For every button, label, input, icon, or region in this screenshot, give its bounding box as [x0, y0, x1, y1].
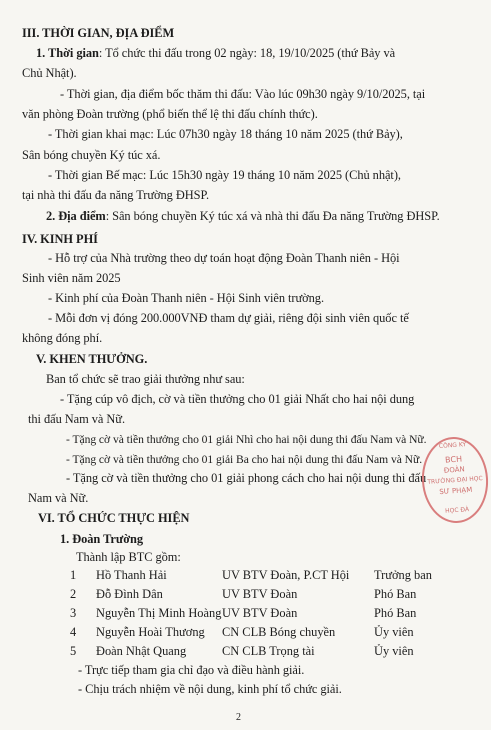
page-number: 2	[236, 712, 241, 723]
place-line	[46, 209, 440, 224]
committee-row	[0, 606, 477, 621]
seal-text: ĐOÀN	[443, 465, 465, 475]
time-label: 1. Thời gian	[36, 46, 99, 60]
committee-no: 3	[70, 606, 77, 620]
budget-line-4: - Mỗi đơn vị đóng 200.000VNĐ tham dự giải, riêng đội sinh viên quốc tế	[48, 311, 409, 325]
awards-line-4: - Tặng cờ và tiền thưởng cho 01 giải Ba cho hai nội dung thi đấu Nam và Nữ.	[66, 453, 423, 466]
committee-name: Đỗ Đình Dân	[96, 587, 163, 601]
seal-text: TRƯỜNG ĐẠI HỌC	[427, 475, 483, 486]
awards-line-5: - Tặng cờ và tiền thưởng cho 01 giải phong cách cho hai nội dung thi đấu	[66, 471, 427, 485]
draw-line-2: văn phòng Đoàn trường (phổ biến thể lệ thi đấu chính thức).	[22, 107, 318, 121]
committee-no: 5	[70, 644, 77, 658]
committee-no: 4	[70, 625, 77, 639]
committee-duty-2: - Chịu trách nhiệm về nội dung, kinh phí tổ chức giải.	[78, 682, 342, 696]
committee-position: UV BTV Đoàn	[222, 587, 298, 601]
committee-no: 1	[70, 568, 77, 582]
budget-line-2: Sinh viên năm 2025	[22, 271, 121, 285]
section-6-subheading: 1. Đoàn Trường	[60, 532, 144, 546]
committee-role: Phó Ban	[374, 587, 417, 601]
committee-role: Trưởng ban	[374, 568, 432, 582]
place-label: 2. Địa điểm	[46, 209, 106, 223]
official-seal	[419, 435, 491, 525]
committee-row	[0, 568, 477, 583]
time-text: : Tổ chức thi đấu trong 02 ngày: 18, 19/10/2025 (thứ Bảy và	[98, 46, 396, 60]
committee-position: CN CLB Bóng chuyền	[222, 625, 336, 639]
seal-text: SƯ PHẠM	[439, 485, 473, 497]
section-6-heading: VI. TỔ CHỨC THỰC HIỆN	[38, 511, 190, 525]
committee-row	[0, 625, 477, 640]
committee-position: UV BTV Đoàn	[222, 606, 298, 620]
committee-role: Ủy viên	[374, 644, 414, 658]
closing-line-1: - Thời gian Bế mạc: Lúc 15h30 ngày 19 tháng 10 năm 2025 (Chủ nhật),	[48, 168, 401, 182]
awards-line-2: thi đấu Nam và Nữ.	[28, 412, 126, 426]
committee-name: Hồ Thanh Hải	[96, 568, 167, 582]
committee-position: UV BTV Đoàn, P.CT Hội	[222, 568, 350, 582]
budget-line-1: - Hỗ trợ của Nhà trường theo dự toán hoạt động Đoàn Thanh niên - Hội	[48, 251, 400, 265]
time-line-2: Chủ Nhật).	[22, 66, 77, 80]
awards-line-6: Nam và Nữ.	[28, 491, 89, 505]
place-text: : Sân bóng chuyền Ký túc xá và nhà thi đấu Đa năng Trường ĐHSP.	[105, 209, 440, 223]
opening-line-2: Sân bóng chuyền Ký túc xá.	[22, 148, 161, 162]
closing-line-2: tại nhà thi đấu đa năng Trường ĐHSP.	[22, 188, 210, 202]
committee-duty-1: - Trực tiếp tham gia chỉ đạo và điều hành giải.	[78, 663, 305, 677]
budget-line-5: không đóng phí.	[22, 331, 103, 345]
draw-line-1: - Thời gian, địa điểm bốc thăm thi đấu: Vào lúc 09h30 ngày 9/10/2025, tại	[60, 87, 426, 101]
awards-line-3: - Tặng cờ và tiền thưởng cho 01 giải Nhì cho hai nội dung thi đấu Nam và Nữ.	[66, 433, 427, 446]
budget-line-3: - Kinh phí của Đoàn Thanh niên - Hội Sinh viên trường.	[48, 291, 325, 305]
committee-role: Ủy viên	[374, 625, 414, 639]
committee-name: Đoàn Nhật Quang	[96, 644, 187, 658]
committee-name: Nguyễn Thị Minh Hoàng	[96, 606, 222, 620]
committee-row	[0, 587, 477, 602]
section-3-heading: III. THỜI GIAN, ĐỊA ĐIỂM	[22, 26, 175, 40]
committee-position: CN CLB Trọng tài	[222, 644, 315, 658]
committee-role: Phó Ban	[374, 606, 417, 620]
opening-line-1: - Thời gian khai mạc: Lúc 07h30 ngày 18 tháng 10 năm 2025 (thứ Bảy),	[48, 127, 403, 141]
awards-intro: Ban tổ chức sẽ trao giải thưởng như sau:	[46, 372, 245, 386]
seal-bottom-text: HỌC ĐÀ	[444, 506, 470, 515]
section-5-heading: V. KHEN THƯỞNG.	[36, 352, 148, 366]
committee-no: 2	[70, 587, 77, 601]
committee-intro: Thành lập BTC gồm:	[76, 550, 181, 564]
committee-name: Nguyễn Hoài Thương	[96, 625, 205, 639]
awards-line-1: - Tặng cúp vô địch, cờ và tiền thưởng cho 01 giải Nhất cho hai nội dung	[60, 392, 415, 406]
seal-text: BCH	[444, 454, 463, 465]
section-4-heading: IV. KINH PHÍ	[22, 232, 98, 246]
time-line-1	[36, 46, 395, 61]
committee-row	[0, 644, 477, 659]
seal-top-text: CÔNG KÝ	[438, 441, 467, 451]
